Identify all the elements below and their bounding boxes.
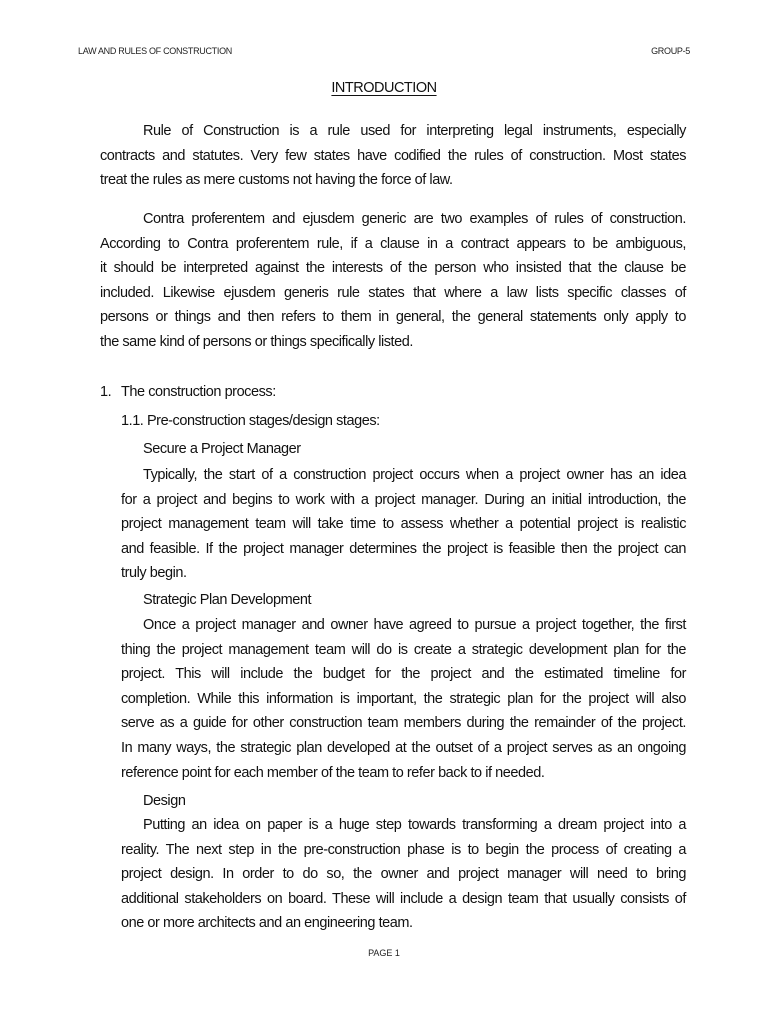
text-line: Putting an idea on paper is a huge step towards transforming a dream project into a — [143, 817, 686, 833]
page-title — [0, 80, 768, 96]
text-line: reality. The next step in the pre-construction phase is to begin the process of creating a — [121, 841, 686, 858]
text-line: completion. While this information is important, the strategic plan for the project will also — [121, 690, 686, 707]
running-header-title: LAW AND RULES OF CONSTRUCTION — [78, 46, 232, 56]
text-line: In many ways, the strategic plan developed at the outset of a project serves as an ongoing — [121, 739, 686, 756]
text-line: serve as a guide for other construction team members during the remainder of the project. — [121, 715, 686, 732]
subsection-heading: Design — [143, 793, 186, 809]
text-line: additional stakeholders on board. These will include a design team that usually consists of — [121, 890, 686, 907]
page-title-text: INTRODUCTION — [331, 80, 437, 96]
subsection-paragraph — [121, 813, 686, 936]
text-line: thing the project management team will do is create a strategic development plan for the — [121, 641, 686, 658]
text-line: Contra proferentem and ejusdem generic are two examples of rules of construction. — [143, 211, 686, 227]
text-line: for a project and begins to work with a project manager. During an initial introduction, the — [121, 491, 686, 508]
intro-paragraph-1 — [100, 119, 686, 193]
text-line: contracts and statutes. Very few states have codified the rules of construction. Most states — [100, 147, 686, 164]
text-line: treat the rules as mere customs not having the force of law. — [100, 172, 453, 189]
text-line: truly begin. — [121, 565, 187, 582]
text-line: project. This will include the budget for the project and the estimated timeline for — [121, 666, 686, 683]
text-line: project design. In order to do so, the owner and project manager will need to bring — [121, 866, 686, 883]
page-number: PAGE 1 — [368, 948, 400, 958]
text-line: one or more architects and an engineering team. — [121, 915, 413, 932]
subsection-heading: Secure a Project Manager — [143, 441, 301, 457]
text-line: reference point for each member of the team to refer back to if needed. — [121, 764, 545, 781]
intro-paragraph-2 — [100, 207, 686, 355]
section-1-1-title: 1.1. Pre-construction stages/design stages: — [121, 413, 380, 429]
text-line: the same kind of persons or things specifically listed. — [100, 333, 413, 350]
running-header-group: GROUP-5 — [651, 46, 690, 56]
text-line: it should be interpreted against the interests of the person who insisted that the clause be — [100, 260, 686, 277]
subsection-paragraph — [121, 613, 686, 785]
subsection-paragraph — [121, 463, 686, 586]
text-line: project management team will take time to assess whether a potential project is realistic — [121, 516, 686, 533]
text-line: According to Contra proferentem rule, if a clause in a contract appears to be ambiguous, — [100, 235, 686, 252]
text-line: Rule of Construction is a rule used for interpreting legal instruments, especially — [143, 123, 686, 139]
text-line: and feasible. If the project manager determines the project is feasible then the project can — [121, 540, 686, 557]
text-line: Once a project manager and owner have agreed to pursue a project together, the first — [143, 617, 686, 633]
text-line: persons or things and then refers to them in general, the general statements only apply to — [100, 309, 686, 326]
section-1-title: The construction process: — [121, 384, 276, 400]
text-line: included. Likewise ejusdem generis rule states that where a law lists specific classes of — [100, 284, 686, 301]
text-line: Typically, the start of a construction project occurs when a project owner has an idea — [143, 467, 686, 483]
subsection-heading: Strategic Plan Development — [143, 592, 312, 608]
section-1-number: 1. — [100, 384, 112, 400]
